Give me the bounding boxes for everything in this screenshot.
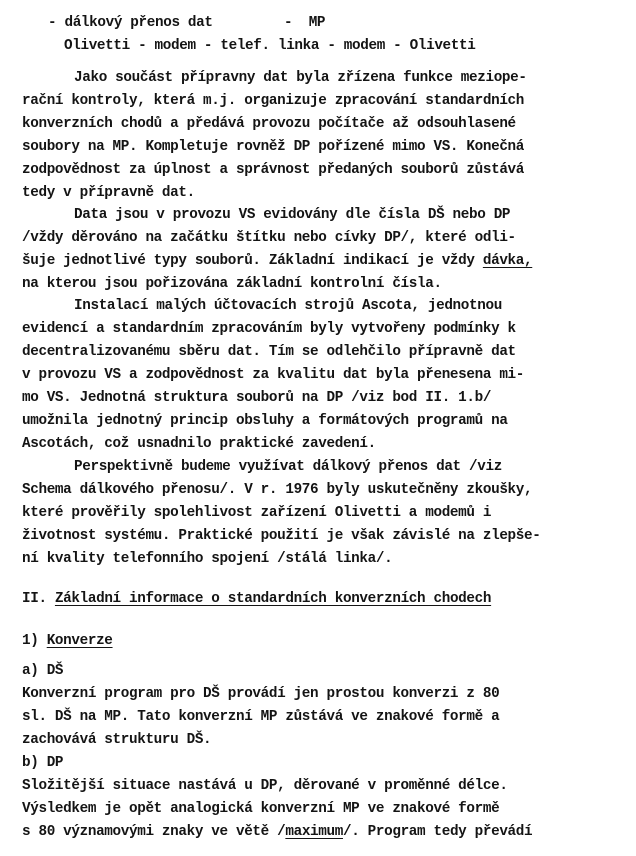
subsection-title: Konverze <box>46 633 113 649</box>
para3-line-5: mo VS. Jednotná struktura souborů na DP /viz bod II. 1.b/ <box>22 390 492 406</box>
para2-line-3 <box>22 252 532 270</box>
para2-line-3-text: šuje jednotlivé typy souborů. Základní indikací je vždy <box>22 253 475 269</box>
section-heading <box>22 590 491 608</box>
item-a-line-2: sl. DŠ na MP. Tato konverzní MP zůstává ve znakové formě a <box>22 709 500 725</box>
para1-line-4: soubory na MP. Kompletuje rovněž DP pořízené mimo VS. Konečná <box>22 139 525 155</box>
para3-line-2: evidencí a standardním zpracováním byly vytvořeny podmínky k <box>22 321 516 337</box>
header-item-remote-transfer: - dálkový přenos dat <box>48 15 213 31</box>
item-b-line-1: Složitější situace nastává u DP, děrované v proměnné délce. <box>22 778 508 794</box>
underlined-word-maximum: maximum <box>285 824 343 840</box>
para1-line-5: zodpovědnost za úplnost a správnost předaných souborů zůstává <box>22 162 525 178</box>
subsection-heading <box>22 632 113 650</box>
item-b-line-3-start: s 80 významovými znaky ve větě / <box>22 824 286 840</box>
para1-line-3: konverzních chodů a předává provozu počítače až odsouhlasené <box>22 116 516 132</box>
header-line-1 <box>48 14 326 32</box>
para3-line-3: decentralizovanému sběru dat. Tím se odlehčilo přípravně dat <box>22 344 516 360</box>
subsection-number: 1) <box>22 633 39 649</box>
para4-line-4: životnost systému. Praktické použití je však závislé na zlepše- <box>22 528 541 544</box>
para4-line-1: Perspektivně budeme využívat dálkový přenos dat /viz <box>74 459 502 475</box>
para3-line-4: v provozu VS a zodpovědnost za kvalitu dat byla přenesena mi- <box>22 367 525 383</box>
section-title: Základní informace o standardních konverzních chodech <box>54 591 492 607</box>
section-number: II. <box>22 591 47 607</box>
para2-line-4: na kterou jsou pořizována základní kontrolní čísla. <box>22 276 442 292</box>
para4-line-3: které prověřily spolehlivost zařízení Olivetti a modemů i <box>22 505 492 521</box>
item-b-line-2: Výsledkem je opět analogická konverzní MP ve znakové formě <box>22 801 500 817</box>
item-b-line-3-end: /. Program tedy převádí <box>342 824 533 840</box>
underlined-word-batch: dávka, <box>482 253 533 269</box>
para4-line-5: ní kvality telefonního spojení /stálá linka/. <box>22 551 393 567</box>
header-line-2: Olivetti - modem - telef. linka - modem - Olivetti <box>64 38 476 54</box>
item-a-label: a) DŠ <box>22 663 64 679</box>
para1-line-6: tedy v přípravně dat. <box>22 185 195 201</box>
item-b-line-3 <box>22 823 532 841</box>
para3-line-1: Instalací malých účtovacích strojů Ascota, jednotnou <box>74 298 502 314</box>
para2-line-1: Data jsou v provozu VS evidovány dle čísla DŠ nebo DP <box>74 207 511 223</box>
para3-line-6: umožnila jednotný princip obsluhy a formátových programů na <box>22 413 508 429</box>
para2-line-2: /vždy děrováno na začátku štítku nebo cívky DP/, které odli- <box>22 230 516 246</box>
item-a-line-1: Konverzní program pro DŠ provádí jen prostou konverzi z 80 <box>22 686 500 702</box>
header-item-mp: - MP <box>284 15 326 31</box>
item-a-line-3: zachovává strukturu DŠ. <box>22 732 212 748</box>
item-b-label: b) DP <box>22 755 64 771</box>
para3-line-7: Ascotách, což usnadnilo praktické zavedení. <box>22 436 376 452</box>
para4-line-2: Schema dálkového přenosu/. V r. 1976 byly uskutečněny zkoušky, <box>22 482 533 498</box>
para1-line-1: Jako součást přípravny dat byla zřízena funkce meziope- <box>74 70 527 86</box>
para1-line-2: rační kontroly, která m.j. organizuje zpracování standardních <box>22 93 525 109</box>
